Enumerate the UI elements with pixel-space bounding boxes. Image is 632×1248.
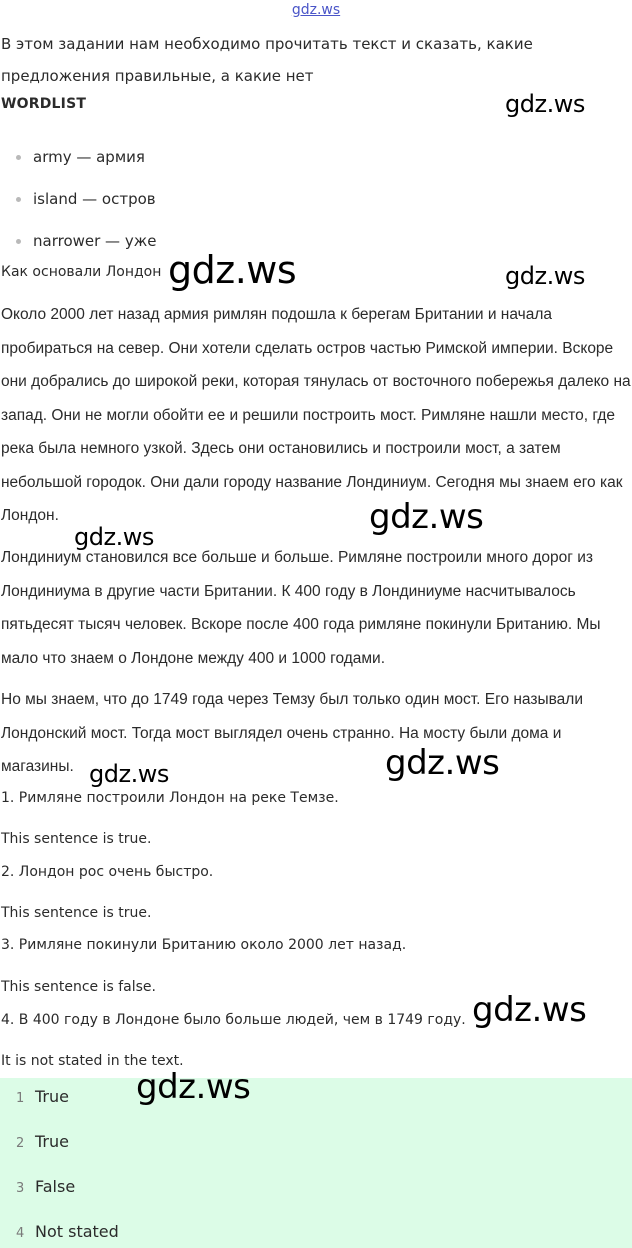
bullet-icon	[16, 197, 21, 202]
bullet-icon	[16, 155, 21, 160]
site-link[interactable]: gdz.ws	[291, 2, 341, 18]
watermark: gdz.ws	[74, 523, 154, 551]
watermark: gdz.ws	[369, 497, 484, 537]
question-verdict: It is not stated in the text.	[1, 1053, 184, 1069]
bullet-icon	[16, 239, 21, 244]
watermark: gdz.ws	[385, 743, 500, 783]
answer-row: 3 False	[16, 1177, 76, 1196]
watermark: gdz.ws	[505, 262, 585, 290]
answers-panel	[0, 1078, 632, 1248]
answer-row: 2 True	[16, 1132, 69, 1151]
text-paragraph: Лондиниум становился все больше и больше. Римляне построили много дорог из Лондиниума в другие части Британии. К 400 году в Лондиниуме насчитывалось пятьдесят тысяч человек. Вскоре после 400 года римляне покинули Британию. Мы мало что знаем о Лондоне между 400 и 1000 годами.	[1, 549, 601, 667]
task-intro: В этом задании нам необходимо прочитать текст и сказать, какие предложения правильные, а какие нет	[1, 35, 533, 85]
question-verdict: This sentence is false.	[1, 979, 156, 995]
text-paragraph: Около 2000 лет назад армия римлян подошла к берегам Британии и начала пробираться на север. Они хотели сделать остров частью Римской империи. Вскоре они добрались до широкой реки, которая тянулась от восточного побережья далеко на запад. Они не могли обойти ее и решили построить мост. Римляне нашли место, где река была немного узкой. Здесь они остановились и построили мост, а затем небольшой городок. Они дали городу название Лондиниум. Сегодня мы знаем его как Лондон.	[1, 306, 631, 524]
watermark: gdz.ws	[136, 1067, 251, 1107]
wordlist	[16, 140, 156, 266]
watermark: gdz.ws	[89, 760, 169, 788]
watermark: gdz.ws	[505, 90, 585, 118]
question-statement: 3. Римляне покинули Британию около 2000 лет назад.	[1, 937, 407, 953]
text-paragraph: Но мы знаем, что до 1749 года через Темзу был только один мост. Его называли Лондонский мост. Тогда мост выглядел очень странно. На мосту были дома и магазины.	[1, 691, 584, 775]
question-statement: 2. Лондон рос очень быстро.	[1, 864, 214, 880]
question-statement: 1. Римляне построили Лондон на реке Темзе.	[1, 790, 339, 806]
watermark: gdz.ws	[472, 990, 587, 1030]
answer-row: 1 True	[16, 1087, 69, 1106]
answer-row: 4 Not stated	[16, 1222, 119, 1241]
watermark: gdz.ws	[168, 248, 297, 292]
wordlist-heading: WORDLIST	[1, 96, 87, 112]
question-verdict: This sentence is true.	[1, 831, 152, 847]
list-item: army — армия	[16, 140, 156, 182]
question-statement: 4. В 400 году в Лондоне было больше людей, чем в 1749 году.	[1, 1012, 466, 1028]
question-verdict: This sentence is true.	[1, 905, 152, 921]
text-title: Как основали Лондон	[1, 264, 162, 280]
list-item: island — остров	[16, 182, 156, 224]
list-item: narrower — уже	[16, 224, 156, 266]
